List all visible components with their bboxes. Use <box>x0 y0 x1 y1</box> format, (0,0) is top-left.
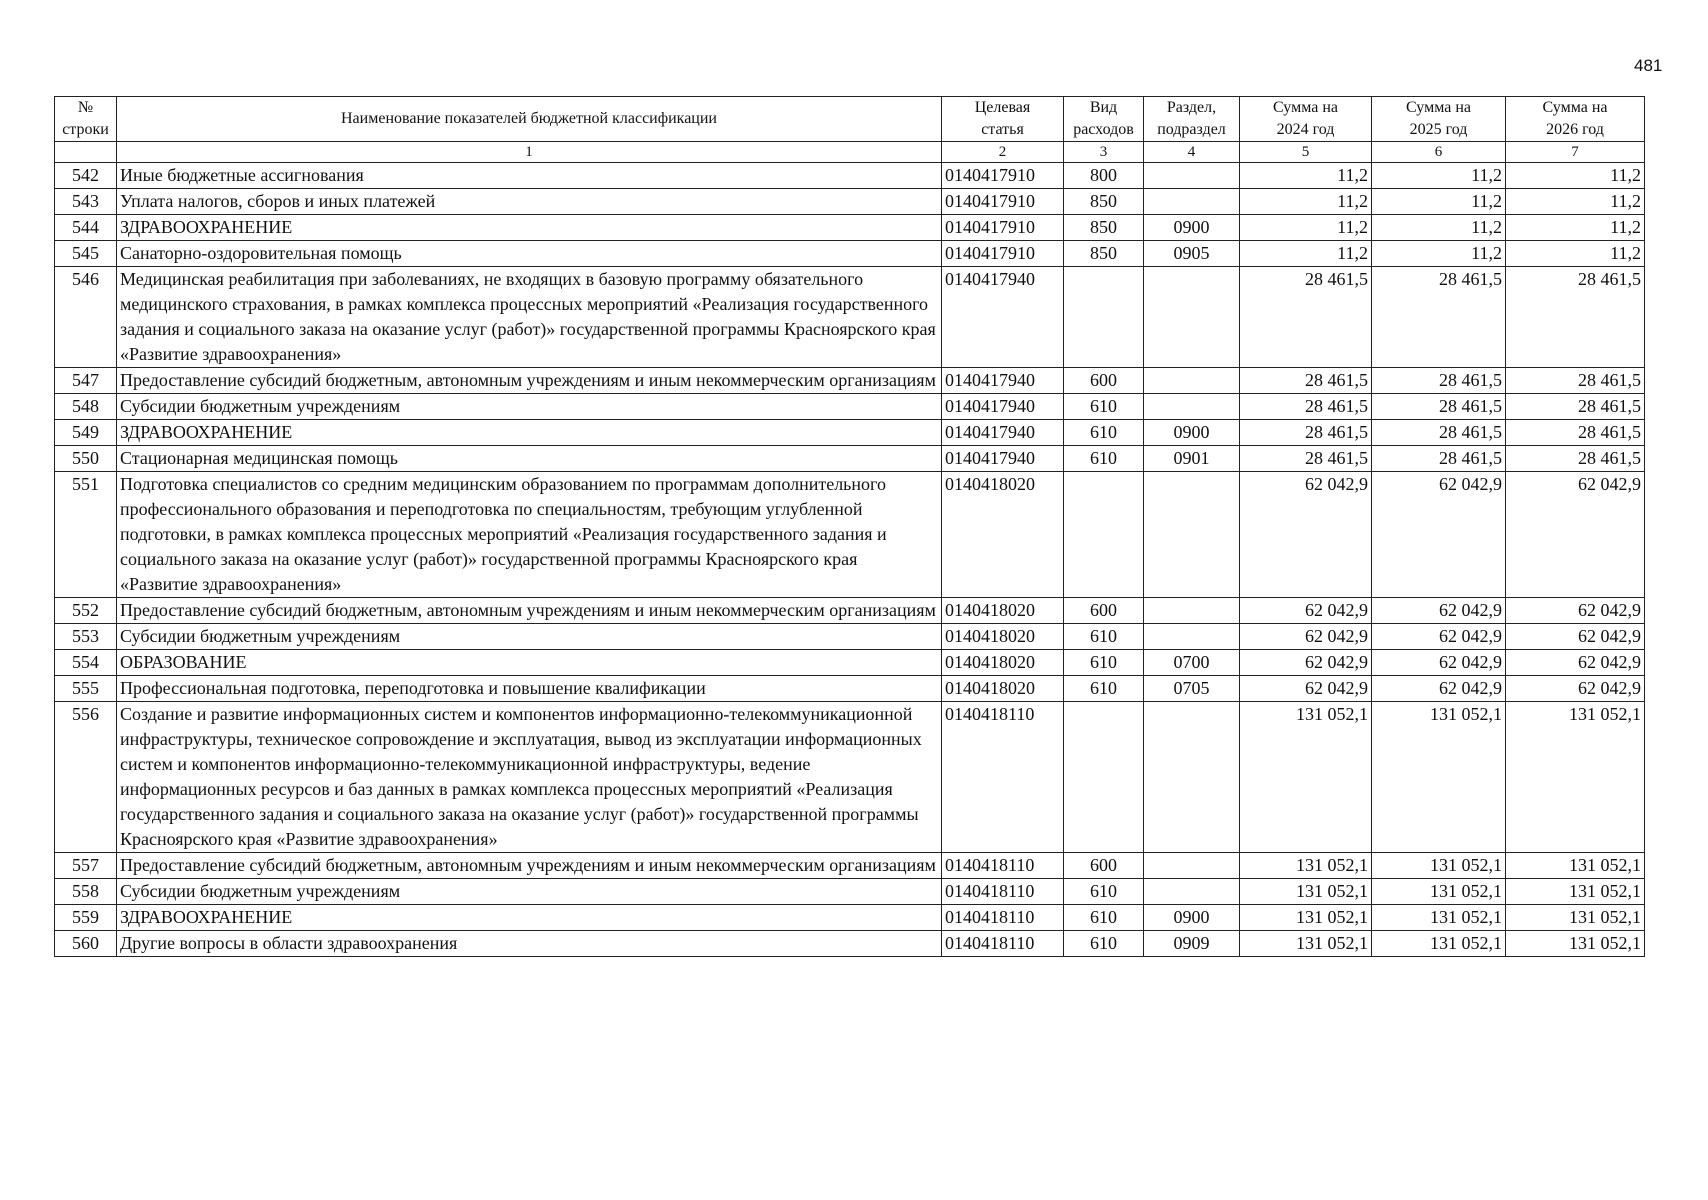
row-target-article: 0140418020 <box>942 598 1064 624</box>
row-name: Санаторно-оздоровительная помощь <box>117 241 942 267</box>
row-sum-2024: 62 042,9 <box>1240 624 1372 650</box>
row-sum-2025: 11,2 <box>1372 189 1506 215</box>
row-number: 556 <box>55 702 117 853</box>
row-section <box>1144 624 1240 650</box>
row-number: 550 <box>55 446 117 472</box>
row-sum-2025: 62 042,9 <box>1372 676 1506 702</box>
row-number: 560 <box>55 931 117 957</box>
row-section <box>1144 702 1240 853</box>
row-sum-2026: 11,2 <box>1506 163 1645 189</box>
header-expense-type: Вид расходов <box>1064 97 1144 142</box>
row-sum-2026: 28 461,5 <box>1506 446 1645 472</box>
row-sum-2026: 62 042,9 <box>1506 472 1645 598</box>
row-sum-2024: 28 461,5 <box>1240 446 1372 472</box>
header-section: Раздел, подраздел <box>1144 97 1240 142</box>
column-number-blank <box>55 142 117 163</box>
row-sum-2026: 62 042,9 <box>1506 650 1645 676</box>
table-row <box>55 368 1645 394</box>
row-number: 552 <box>55 598 117 624</box>
row-sum-2025: 131 052,1 <box>1372 879 1506 905</box>
row-number: 543 <box>55 189 117 215</box>
row-sum-2025: 28 461,5 <box>1372 394 1506 420</box>
table-row <box>55 702 1645 853</box>
table-row <box>55 624 1645 650</box>
row-sum-2025: 131 052,1 <box>1372 931 1506 957</box>
table-row <box>55 189 1645 215</box>
row-sum-2024: 131 052,1 <box>1240 879 1372 905</box>
header-target-article: Целевая статья <box>942 97 1064 142</box>
row-target-article: 0140417940 <box>942 420 1064 446</box>
table-row <box>55 163 1645 189</box>
row-sum-2024: 11,2 <box>1240 241 1372 267</box>
column-number-row <box>55 142 1645 163</box>
row-expense-type: 850 <box>1064 241 1144 267</box>
row-sum-2024: 131 052,1 <box>1240 905 1372 931</box>
row-expense-type: 610 <box>1064 394 1144 420</box>
table-row <box>55 598 1645 624</box>
column-number: 1 <box>117 142 942 163</box>
row-name: Субсидии бюджетным учреждениям <box>117 879 942 905</box>
table-row <box>55 215 1645 241</box>
row-section <box>1144 368 1240 394</box>
row-sum-2024: 28 461,5 <box>1240 394 1372 420</box>
row-section: 0900 <box>1144 420 1240 446</box>
row-number: 549 <box>55 420 117 446</box>
row-sum-2025: 28 461,5 <box>1372 368 1506 394</box>
row-sum-2026: 28 461,5 <box>1506 394 1645 420</box>
row-sum-2024: 62 042,9 <box>1240 676 1372 702</box>
column-number: 4 <box>1144 142 1240 163</box>
row-sum-2024: 131 052,1 <box>1240 931 1372 957</box>
row-sum-2026: 131 052,1 <box>1506 879 1645 905</box>
row-sum-2026: 28 461,5 <box>1506 368 1645 394</box>
row-number: 553 <box>55 624 117 650</box>
row-sum-2025: 62 042,9 <box>1372 650 1506 676</box>
row-target-article: 0140417910 <box>942 163 1064 189</box>
row-sum-2025: 62 042,9 <box>1372 624 1506 650</box>
row-sum-2026: 62 042,9 <box>1506 676 1645 702</box>
table-row <box>55 879 1645 905</box>
row-sum-2026: 131 052,1 <box>1506 931 1645 957</box>
table-row <box>55 931 1645 957</box>
row-sum-2025: 28 461,5 <box>1372 420 1506 446</box>
header-sum-2025: Сумма на 2025 год <box>1372 97 1506 142</box>
row-name: Профессиональная подготовка, переподготовка и повышение квалификации <box>117 676 942 702</box>
row-sum-2025: 131 052,1 <box>1372 853 1506 879</box>
table-body <box>55 163 1645 957</box>
row-sum-2026: 28 461,5 <box>1506 267 1645 368</box>
row-expense-type: 600 <box>1064 598 1144 624</box>
row-sum-2025: 131 052,1 <box>1372 905 1506 931</box>
row-sum-2026: 11,2 <box>1506 241 1645 267</box>
header-row <box>55 97 1645 142</box>
budget-table <box>54 96 1645 957</box>
row-sum-2026: 11,2 <box>1506 215 1645 241</box>
row-target-article: 0140417910 <box>942 215 1064 241</box>
row-target-article: 0140418110 <box>942 931 1064 957</box>
row-sum-2025: 11,2 <box>1372 163 1506 189</box>
row-expense-type: 600 <box>1064 853 1144 879</box>
row-sum-2026: 11,2 <box>1506 189 1645 215</box>
row-target-article: 0140418110 <box>942 853 1064 879</box>
row-name: ЗДРАВООХРАНЕНИЕ <box>117 905 942 931</box>
row-number: 557 <box>55 853 117 879</box>
row-name: ОБРАЗОВАНИЕ <box>117 650 942 676</box>
row-sum-2024: 28 461,5 <box>1240 420 1372 446</box>
row-target-article: 0140417910 <box>942 189 1064 215</box>
row-expense-type: 610 <box>1064 931 1144 957</box>
row-sum-2024: 62 042,9 <box>1240 650 1372 676</box>
row-name: Субсидии бюджетным учреждениям <box>117 394 942 420</box>
row-sum-2024: 131 052,1 <box>1240 853 1372 879</box>
row-expense-type: 610 <box>1064 624 1144 650</box>
row-number: 555 <box>55 676 117 702</box>
row-expense-type: 610 <box>1064 650 1144 676</box>
row-number: 546 <box>55 267 117 368</box>
table-row <box>55 420 1645 446</box>
row-section: 0705 <box>1144 676 1240 702</box>
column-number: 6 <box>1372 142 1506 163</box>
row-expense-type: 610 <box>1064 420 1144 446</box>
table-row <box>55 394 1645 420</box>
row-sum-2024: 62 042,9 <box>1240 472 1372 598</box>
row-section: 0905 <box>1144 241 1240 267</box>
row-expense-type: 610 <box>1064 879 1144 905</box>
row-sum-2024: 11,2 <box>1240 163 1372 189</box>
table-row <box>55 853 1645 879</box>
row-section: 0700 <box>1144 650 1240 676</box>
row-expense-type: 850 <box>1064 215 1144 241</box>
row-target-article: 0140418020 <box>942 676 1064 702</box>
row-sum-2026: 28 461,5 <box>1506 420 1645 446</box>
row-name: Предоставление субсидий бюджетным, автономным учреждениям и иным некоммерческим организациям <box>117 368 942 394</box>
row-target-article: 0140417940 <box>942 446 1064 472</box>
row-sum-2025: 62 042,9 <box>1372 472 1506 598</box>
row-sum-2024: 11,2 <box>1240 189 1372 215</box>
row-sum-2026: 131 052,1 <box>1506 853 1645 879</box>
row-section: 0909 <box>1144 931 1240 957</box>
row-expense-type: 610 <box>1064 446 1144 472</box>
row-target-article: 0140418110 <box>942 905 1064 931</box>
row-section <box>1144 598 1240 624</box>
row-section: 0901 <box>1144 446 1240 472</box>
row-sum-2025: 28 461,5 <box>1372 446 1506 472</box>
row-number: 544 <box>55 215 117 241</box>
row-section <box>1144 189 1240 215</box>
row-expense-type <box>1064 702 1144 853</box>
table-row <box>55 267 1645 368</box>
table-row <box>55 241 1645 267</box>
row-number: 545 <box>55 241 117 267</box>
row-sum-2025: 11,2 <box>1372 241 1506 267</box>
header-sum-2026: Сумма на 2026 год <box>1506 97 1645 142</box>
row-sum-2026: 131 052,1 <box>1506 905 1645 931</box>
row-sum-2024: 28 461,5 <box>1240 368 1372 394</box>
row-name: Иные бюджетные ассигнования <box>117 163 942 189</box>
header-name: Наименование показателей бюджетной классификации <box>117 97 942 142</box>
row-expense-type: 850 <box>1064 189 1144 215</box>
row-sum-2024: 131 052,1 <box>1240 702 1372 853</box>
row-name: Предоставление субсидий бюджетным, автономным учреждениям и иным некоммерческим организациям <box>117 853 942 879</box>
row-section <box>1144 163 1240 189</box>
row-section <box>1144 472 1240 598</box>
table-row <box>55 676 1645 702</box>
row-expense-type: 610 <box>1064 676 1144 702</box>
row-section <box>1144 267 1240 368</box>
table-header <box>55 97 1645 163</box>
row-name: Субсидии бюджетным учреждениям <box>117 624 942 650</box>
row-expense-type: 600 <box>1064 368 1144 394</box>
row-number: 542 <box>55 163 117 189</box>
row-section <box>1144 879 1240 905</box>
row-sum-2026: 131 052,1 <box>1506 702 1645 853</box>
row-target-article: 0140418020 <box>942 472 1064 598</box>
row-name: ЗДРАВООХРАНЕНИЕ <box>117 215 942 241</box>
row-name: Медицинская реабилитация при заболеваниях, не входящих в базовую программу обязательного медицинского страхования, в рамках комплекса процессных мероприятий «Реализация государственного задания и социального заказа на оказание услуг (работ)» государственной программы Красноярского края «Развитие здравоохранения» <box>117 267 942 368</box>
row-name: Подготовка специалистов со средним медицинским образованием по программам дополнительного профессионального образования и переподготовка по специальностям, требующим углубленной подготовки, в рамках комплекса процессных мероприятий «Реализация государственного задания и социального заказа на оказание услуг (работ)» государственной программы Красноярского края «Развитие здравоохранения» <box>117 472 942 598</box>
row-number: 548 <box>55 394 117 420</box>
row-number: 559 <box>55 905 117 931</box>
row-number: 558 <box>55 879 117 905</box>
row-section <box>1144 853 1240 879</box>
column-number: 2 <box>942 142 1064 163</box>
row-target-article: 0140418020 <box>942 624 1064 650</box>
row-sum-2025: 131 052,1 <box>1372 702 1506 853</box>
row-number: 551 <box>55 472 117 598</box>
row-target-article: 0140418020 <box>942 650 1064 676</box>
row-expense-type <box>1064 472 1144 598</box>
row-section: 0900 <box>1144 215 1240 241</box>
row-sum-2025: 28 461,5 <box>1372 267 1506 368</box>
row-expense-type: 610 <box>1064 905 1144 931</box>
row-section: 0900 <box>1144 905 1240 931</box>
row-number: 547 <box>55 368 117 394</box>
table-row <box>55 446 1645 472</box>
table-row <box>55 472 1645 598</box>
table-row <box>55 905 1645 931</box>
column-number: 3 <box>1064 142 1144 163</box>
row-name: Создание и развитие информационных систем и компонентов информационно-телекоммуникационной инфраструктуры, техническое сопровождение и эксплуатация, вывод из эксплуатации информационных систем и компонентов информационно-телекоммуникационной инфраструктуры, ведение информационных ресурсов и баз данных в рамках комплекса процессных мероприятий «Реализация государственного задания и социального заказа на оказание услуг (работ)» государственной программы Красноярского края «Развитие здравоохранения» <box>117 702 942 853</box>
column-number: 5 <box>1240 142 1372 163</box>
row-name: ЗДРАВООХРАНЕНИЕ <box>117 420 942 446</box>
row-sum-2024: 28 461,5 <box>1240 267 1372 368</box>
row-target-article: 0140418110 <box>942 702 1064 853</box>
page-number: 481 <box>1634 56 1663 75</box>
row-expense-type: 800 <box>1064 163 1144 189</box>
row-target-article: 0140418110 <box>942 879 1064 905</box>
row-sum-2026: 62 042,9 <box>1506 624 1645 650</box>
row-sum-2026: 62 042,9 <box>1506 598 1645 624</box>
row-number: 554 <box>55 650 117 676</box>
row-sum-2025: 62 042,9 <box>1372 598 1506 624</box>
row-name: Предоставление субсидий бюджетным, автономным учреждениям и иным некоммерческим организациям <box>117 598 942 624</box>
row-sum-2024: 11,2 <box>1240 215 1372 241</box>
row-expense-type <box>1064 267 1144 368</box>
row-sum-2025: 11,2 <box>1372 215 1506 241</box>
row-sum-2024: 62 042,9 <box>1240 598 1372 624</box>
row-target-article: 0140417940 <box>942 394 1064 420</box>
row-target-article: 0140417910 <box>942 241 1064 267</box>
row-target-article: 0140417940 <box>942 267 1064 368</box>
header-row-number: № строки <box>55 97 117 142</box>
row-name: Другие вопросы в области здравоохранения <box>117 931 942 957</box>
row-section <box>1144 394 1240 420</box>
row-name: Стационарная медицинская помощь <box>117 446 942 472</box>
row-name: Уплата налогов, сборов и иных платежей <box>117 189 942 215</box>
column-number: 7 <box>1506 142 1645 163</box>
header-sum-2024: Сумма на 2024 год <box>1240 97 1372 142</box>
table-row <box>55 650 1645 676</box>
row-target-article: 0140417940 <box>942 368 1064 394</box>
